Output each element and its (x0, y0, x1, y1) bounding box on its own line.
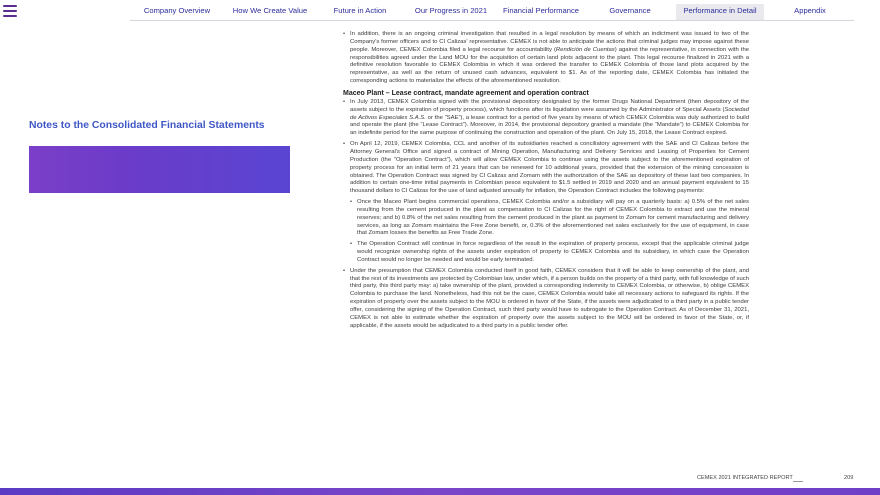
nav-how-we-create-value[interactable]: How We Create Value (232, 6, 308, 15)
section-banner (29, 146, 290, 193)
nav-divider (130, 20, 854, 21)
subsection-heading: Maceo Plant – Lease contract, mandate agreement and operation contract (343, 89, 589, 97)
nav-future-in-action[interactable]: Future in Action (333, 6, 387, 15)
paragraph-text: In July 2013, CEMEX Colombia signed with the provisional depository designated by the former Drugs National Department (then depository of the assets subject to the expiration of property process), which functions after its liquidation were assumed by the Administrator of Special Assets ( (350, 98, 749, 113)
nav-performance-in-detail[interactable]: Performance in Detail (676, 4, 764, 21)
paragraph-text: In addition, there is an ongoing criminal investigation that resulted in a legal resolution by means of which an indictment was issued to two of the Company's former officers and to CI Calizas' representative. CEMEX is not able to anticipate the actions that criminal judges may impose against these people. Moreover, CEMEX Colombia filed a legal recourse for accountability ( (350, 31, 749, 53)
footer-divider (793, 481, 803, 482)
subparagraph-contract-force (350, 241, 749, 265)
paragraph-emphasis: Sociedad de Activos Especiales S.A.S. (350, 106, 749, 121)
subparagraph-payments (350, 199, 749, 238)
footer-report-title: CEMEX 2021 INTEGRATED REPORT (697, 475, 793, 481)
paragraph-criminal-investigation (343, 31, 749, 86)
paragraph-text: The Operation Contract will continue in force regardless of the result in the expiration of property process, except that the applicable criminal judge would recognize ownership rights of the assets under expiration of property to CEMEX Colombia and its subsidiary, in which case the Operation Contract would no longer be needed and would be early terminated. (357, 241, 749, 263)
nav-financial-performance[interactable]: Financial Performance (503, 6, 579, 15)
nav-our-progress-2021[interactable]: Our Progress in 2021 (414, 6, 488, 15)
paragraph-text: On April 12, 2019, CEMEX Colombia, CCL and another of its subsidiaries reached a conciliatory agreement with the SAE and CI Calizas before the Attorney General's Office and signed a contract of Mining Operation, Manufacturing and Delivery Services and Leasing of Properties for Cement Production (the “Operation Contract”), which will allow CEMEX Colombia to continue using the assets subject to the aforementioned expiration of property process for an initial term of 21 years that can be renewed for 10 additional years, provided that the extension of the mining concession is obtained. The Operation Contract was signed by CI Calizas and Zomam with the authorization of the SAE as depository of these last two companies. In addition to certain one-time initial payments in Colombian pesos equivalent to $1.5 settled in 2019 and 2020 and an annual payment equivalent to 15 thousand dollars to CI Calizas for the use of land adjusted annually for inflation, the Operation Contract includes the following payments: (350, 141, 749, 195)
section-title: Notes to the Consolidated Financial Statements (29, 120, 265, 131)
paragraph-text: or the “SAE”), a lease contract for a period of five years by means of which CEMEX Colombia was duly authorized to build and operate the plant (the “Lease Contract”). Moreover, in 2014, the provisional depository granted a mandate (the “Mandate”) to CEMEX Colombia for an indefinite period for the same purpose of continuing the construction and operation of the plant. On July 15, 2018, the Lease Contract expired. (350, 114, 749, 137)
paragraph-operation-contract (343, 141, 749, 196)
paragraph-text: Once the Maceo Plant begins commercial operations, CEMEX Colombia and/or a subsidiary will pay on a quarterly basis: a) 0.5% of the net sales resulting from the cement produced in the plant as compensation to CI Calizas for the right of CEMEX Colombia to extract and use the mineral reserves; and b) 0.8% of the net sales resulting from the cement produced in the plant as payment to Zomam for cement manufacturing and delivery services, as long as Zomam maintains the Free Zone benefit, or, 0.3% of the aforementioned net sales exclusively for the use of equipment, in case that Zomam losses the benefits as Free Trade Zone. (357, 199, 749, 237)
paragraph-text: ) against the representative, in connection with the responsibilities agreed under the Land MOU for the acquisition of certain land plots adjacent to the plant. This legal recourse finalized in 2021 with a definitive resolution favorable to CEMEX Colombia in which it was ordered the transfer to CEMEX Colombia of those land plots acquired by the representative, as well as the return of unused cash advances, equivalent to $1. As of the reporting date, CEMEX Colombia has initiated the corresponding actions to materialize the effects of the aforementioned resolution. (350, 46, 749, 85)
bottom-accent-bar (0, 488, 880, 495)
paragraph-lease-contract (343, 99, 749, 138)
paragraph-emphasis: Rendición de Cuentas (555, 46, 615, 53)
top-navigation (0, 0, 880, 22)
paragraph-text: Under the presumption that CEMEX Colombia conducted itself in good faith, CEMEX considers that it will be able to keep ownership of the plant, and that the rest of its investments are protected by Colombian law, under which, if a person builds on the property of a third party, with full knowledge of such third party, this third party may: a) take ownership of the plant, provided a corresponding indemnity to CEMEX Colombia, or otherwise, b) oblige CEMEX Colombia to purchase the land. Nonetheless, had this not be the case, CEMEX Colombia would take all necessary actions to safeguard its rights. If the expiration of property over the assets subject to the MOU is ordered in favor of the State, if the assets were adjudicated to a third party in a public tender offer, considering the signing of the Operation Contract, such third party would have to subrogate to the Operation Contract. As of December 31, 2021, CEMEX is not able to estimate whether the expiration of property over the assets subject to the MOU will be ordered in favor of the State, or, if applicable, if the assets would be adjudicated to a third party in a public tender offer. (350, 267, 749, 329)
nav-governance[interactable]: Governance (609, 6, 651, 15)
hamburger-menu-icon[interactable] (3, 5, 17, 17)
nav-appendix[interactable]: Appendix (794, 6, 826, 15)
page-number: 209 (844, 475, 854, 481)
paragraph-good-faith (343, 268, 749, 331)
nav-company-overview[interactable]: Company Overview (143, 6, 211, 15)
notes-content (343, 31, 749, 334)
